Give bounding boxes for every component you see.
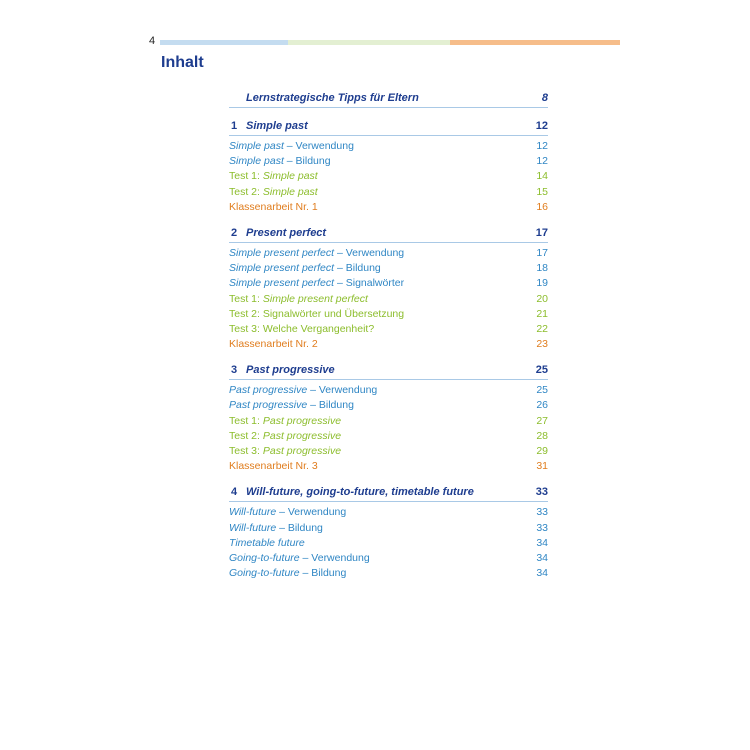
toc-entry[interactable]	[229, 292, 548, 307]
toc-entry-page: 26	[536, 399, 548, 412]
toc-entry-label: Past progressive – Verwendung	[229, 384, 378, 397]
toc-entry-label: Test 2: Simple past	[229, 185, 318, 198]
toc-entry-page: 22	[536, 322, 548, 335]
toc-entry-page: 19	[536, 277, 548, 290]
toc-entry-label: Test 1: Past progressive	[229, 414, 342, 427]
toc-entry[interactable]	[229, 139, 548, 154]
toc-entry[interactable]	[229, 536, 548, 551]
toc-chapter	[229, 118, 548, 215]
toc-entry-label: Test 3: Welche Vergangenheit?	[229, 322, 375, 335]
chapter-title: Present perfect	[246, 226, 327, 239]
toc-entry-label: Klassenarbeit Nr. 3	[229, 460, 318, 473]
chapter-number: 4	[231, 486, 238, 499]
toc-entry-label: Simple past – Bildung	[229, 155, 331, 168]
toc-entry-page: 27	[536, 414, 548, 427]
table-of-contents	[229, 90, 548, 581]
toc-entry-page: 14	[536, 170, 548, 183]
toc-entry[interactable]	[229, 276, 548, 291]
chapter-page: 25	[535, 364, 548, 377]
toc-entry-page: 16	[536, 200, 548, 213]
toc-entry[interactable]	[229, 261, 548, 276]
chapter-heading[interactable]	[229, 225, 548, 243]
toc-entry-label: Test 3: Past progressive	[229, 445, 342, 457]
toc-entry-page: 17	[536, 246, 548, 259]
toc-entry-label: Simple present perfect – Bildung	[229, 262, 381, 275]
toc-entry-page: 34	[536, 567, 548, 580]
toc-entry-label: Simple present perfect – Signalwörter	[229, 277, 405, 290]
toc-entry[interactable]	[229, 414, 548, 429]
toc-entry[interactable]	[229, 200, 548, 215]
toc-entry-page: 33	[536, 506, 548, 519]
chapter-heading[interactable]	[229, 362, 548, 380]
toc-entry[interactable]	[229, 169, 548, 184]
page-title: Inhalt	[161, 54, 204, 71]
chapter-title: Past progressive	[246, 364, 335, 377]
toc-entry[interactable]	[229, 185, 548, 200]
toc-entry[interactable]	[229, 307, 548, 322]
toc-entry-label: Timetable future	[229, 536, 305, 549]
toc-entry-label: Will-future – Verwendung	[229, 506, 347, 519]
chapter-number: 3	[231, 364, 238, 377]
chapter-title: Will-future, going-to-future, timetable future	[246, 486, 474, 499]
toc-entry[interactable]	[229, 383, 548, 398]
toc-entry-label: Klassenarbeit Nr. 1	[229, 200, 318, 213]
toc-entry[interactable]	[229, 551, 548, 566]
toc-intro-page: 8	[541, 92, 548, 104]
chapter-heading[interactable]	[229, 484, 548, 502]
toc-entry[interactable]	[229, 398, 548, 413]
toc-entry-label: Past progressive – Bildung	[229, 399, 354, 412]
chapter-page: 12	[535, 120, 548, 132]
toc-entry-label: Simple present perfect – Verwendung	[229, 246, 405, 259]
toc-chapters	[229, 118, 548, 581]
toc-entry-label: Test 2: Past progressive	[229, 429, 342, 442]
toc-entry-page: 15	[536, 185, 548, 198]
toc-entry-page: 12	[536, 140, 548, 152]
chapter-number: 2	[231, 226, 238, 239]
header-stripe-orange	[450, 40, 620, 45]
toc-entry-page: 34	[536, 551, 548, 564]
toc-entry-page: 21	[536, 307, 548, 320]
chapter-title: Simple past	[246, 120, 308, 132]
toc-entry[interactable]	[229, 444, 548, 459]
toc-entry-page: 12	[536, 155, 548, 168]
toc-entry-page: 34	[536, 536, 548, 549]
toc-entry-label: Test 1: Simple present perfect	[229, 292, 368, 305]
toc-entry-page: 31	[536, 460, 548, 473]
toc-entry-label: Will-future – Bildung	[229, 521, 323, 534]
toc-entry-label: Simple past – Verwendung	[229, 140, 354, 152]
toc-entry-page: 25	[536, 384, 548, 397]
toc-intro-row[interactable]	[229, 90, 548, 108]
toc-entry-page: 23	[536, 338, 548, 351]
toc-entry[interactable]	[229, 505, 548, 520]
toc-chapter	[229, 484, 548, 581]
toc-entry[interactable]	[229, 429, 548, 444]
toc-chapter	[229, 362, 548, 474]
toc-entry[interactable]	[229, 337, 548, 352]
toc-entry-label: Test 1: Simple past	[229, 170, 318, 183]
toc-entry[interactable]	[229, 154, 548, 169]
chapter-page: 17	[535, 226, 548, 239]
toc-entry[interactable]	[229, 521, 548, 536]
chapter-page: 33	[535, 486, 548, 499]
toc-entry-label: Going-to-future – Verwendung	[229, 551, 370, 564]
toc-entry-label: Test 2: Signalwörter und Übersetzung	[229, 307, 405, 320]
toc-entry[interactable]	[229, 246, 548, 261]
toc-entry-page: 18	[536, 262, 548, 275]
toc-entry-page: 33	[536, 521, 548, 534]
toc-intro-label: Lernstrategische Tipps für Eltern	[246, 92, 419, 104]
page-number: 4	[149, 35, 156, 47]
toc-entry-page: 29	[536, 445, 548, 457]
toc-entry-page: 20	[536, 292, 548, 305]
toc-chapter	[229, 225, 548, 352]
toc-entry-label: Klassenarbeit Nr. 2	[229, 338, 318, 351]
toc-entry[interactable]	[229, 459, 548, 474]
toc-entry[interactable]	[229, 322, 548, 337]
header-stripe-green	[288, 40, 450, 45]
chapter-number: 1	[231, 120, 238, 132]
header-stripe-blue	[160, 40, 288, 45]
chapter-heading[interactable]	[229, 118, 548, 136]
toc-entry[interactable]	[229, 566, 548, 581]
toc-entry-page: 28	[536, 429, 548, 442]
toc-entry-label: Going-to-future – Bildung	[229, 567, 347, 580]
